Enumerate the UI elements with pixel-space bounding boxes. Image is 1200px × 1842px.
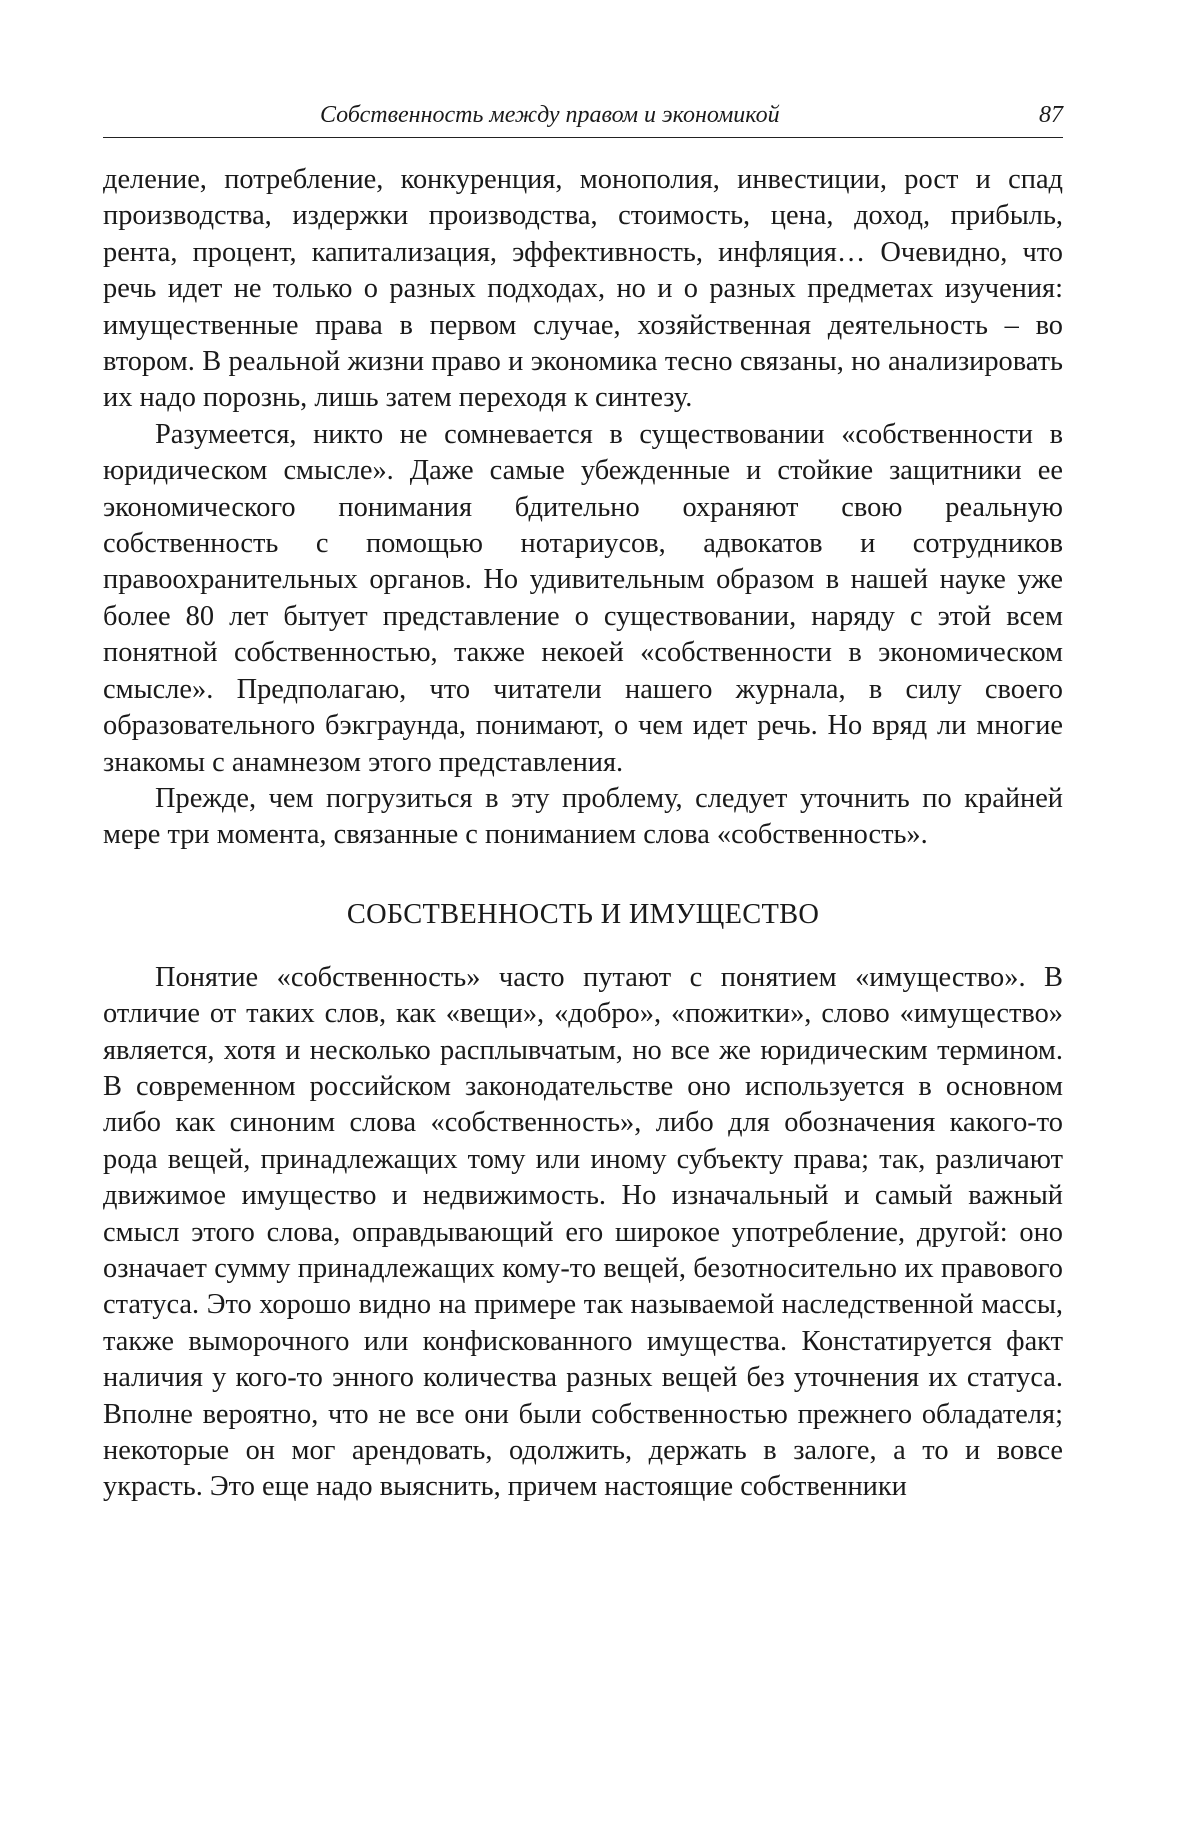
book-page <box>103 95 1063 1506</box>
paragraph: Прежде, чем погрузиться в эту проблему, следует уточнить по крайней мере три момента, связанные с пониманием слова «соб­ственность». <box>103 781 1063 854</box>
running-head <box>103 95 1063 138</box>
page-number: 87 <box>1039 97 1063 133</box>
paragraph: деление, потребление, конкуренция, монополия, инвестиции, рост и спад производства, издержки производства, стоимость, цена, до­ход, прибыль, рента, процент, капитализация, эффективность, ин­фляция… Очевидно, что речь идет не только о разных подходах, но и о разных предметах изучения: имущественные права в первом слу­чае, хозяйственная деятельность – во втором. В реальной жизни пра­во и экономика тесно связаны, но анализировать их надо порознь, лишь затем переходя к синтезу. <box>103 162 1063 417</box>
paragraph: Понятие «собственность» часто путают с понятием «имуще­ство». В отличие от таких слов, как «вещи», «добро», «пожитки», слово «имущество» является, хотя и несколько расплывчатым, но все же юридическим термином. В современном российском зако­нодательстве оно используется в основном либо как синоним слова «собственность», либо для обозначения какого-то рода вещей, при­надлежащих тому или иному субъекту права; так, различают дви­жимое имущество и недвижимость. Но изначальный и самый важ­ный смысл этого слова, оправдывающий его широкое употребление, другой: оно означает сумму принадлежащих кому-то вещей, безот­носительно их правового статуса. Это хорошо видно на примере так называемой наследственной массы, также выморочного или конфи­скованного имущества. Констатируется факт наличия у кого-то эн­ного количества разных вещей без уточнения их статуса. Вполне ве­роятно, что не все они были собственностью прежнего обладателя; некоторые он мог арендовать, одолжить, держать в залоге, а то и во­все украсть. Это еще надо выяснить, причем настоящие собственники <box>103 960 1063 1506</box>
paragraph: Разумеется, никто не сомневается в существовании «собствен­ности в юридическом смысле». Даже самые убежденные и стойкие защитники ее экономического понимания бдительно охраняют свою реальную собственность с помощью нотариусов, адвокатов и со­трудников правоохранительных органов. Но удивительным образом в нашей науке уже более 80 лет бытует представление о существо­вании, наряду с этой всем понятной собственностью, также некоей «собственности в экономическом смысле». Предполагаю, что чита­тели нашего журнала, в силу своего образовательного бэкграунда, понимают, о чем идет речь. Но вряд ли многие знакомы с анамнезом этого представления. <box>103 417 1063 781</box>
section-heading: СОБСТВЕННОСТЬ И ИМУЩЕСТВО <box>103 854 1063 960</box>
running-title: Собственность между правом и экономикой <box>320 97 780 133</box>
body-text <box>103 162 1063 1506</box>
